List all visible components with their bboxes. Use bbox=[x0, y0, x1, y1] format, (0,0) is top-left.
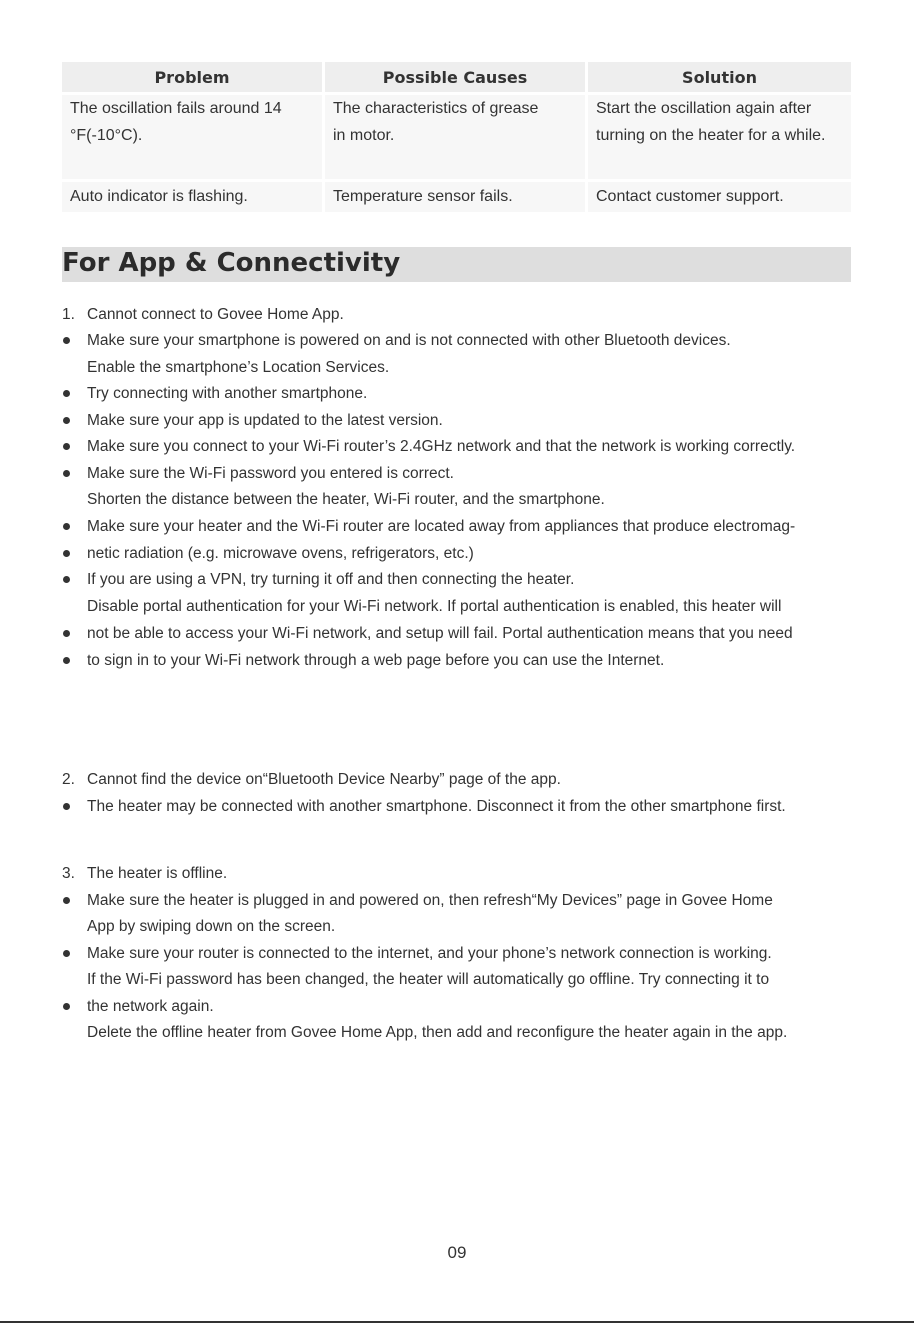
table-row bbox=[62, 92, 851, 179]
list-item: netic radiation (e.g. microwave ovens, refrigerators, etc.) bbox=[87, 545, 474, 562]
section-title: For App & Connectivity bbox=[62, 248, 401, 278]
bullet-icon bbox=[63, 576, 70, 583]
list-item: App by swiping down on the screen. bbox=[87, 918, 336, 935]
list-item: not be able to access your Wi-Fi network, and setup will fail. Portal authentication means that you need bbox=[87, 625, 793, 642]
bullet-icon bbox=[63, 417, 70, 424]
bullet-icon bbox=[63, 630, 70, 637]
cell-line: in motor. bbox=[333, 127, 395, 144]
table-row bbox=[62, 179, 851, 212]
solution-cell bbox=[588, 179, 851, 212]
bullet-icon bbox=[63, 803, 70, 810]
list-item: Disable portal authentication for your Wi-Fi network. If portal authentication is enabled, this heater will bbox=[87, 598, 782, 615]
bullet-icon bbox=[63, 1003, 70, 1010]
list-item: If the Wi-Fi password has been changed, the heater will automatically go offline. Try connecting it to bbox=[87, 971, 770, 988]
solution-cell bbox=[588, 92, 851, 179]
item-number: 2. bbox=[62, 771, 75, 788]
cell-line: Auto indicator is flashing. bbox=[70, 188, 248, 205]
bullet-icon bbox=[63, 470, 70, 477]
problem-cell bbox=[62, 179, 325, 212]
cell-line: turning on the heater for a while. bbox=[596, 127, 826, 144]
cell-line: °F(-10°C). bbox=[70, 127, 143, 144]
item-heading: Cannot connect to Govee Home App. bbox=[87, 306, 344, 323]
bullet-icon bbox=[63, 550, 70, 557]
header-possible-causes: Possible Causes bbox=[325, 62, 588, 92]
list-item: Make sure your router is connected to the internet, and your phone’s network connection is working. bbox=[87, 945, 772, 962]
list-item: Make sure the heater is plugged in and powered on, then refresh“My Devices” page in Govee Home bbox=[87, 892, 773, 909]
list-item: Try connecting with another smartphone. bbox=[87, 385, 368, 402]
list-item: Make sure your app is updated to the latest version. bbox=[87, 412, 443, 429]
list-item: the network again. bbox=[87, 998, 214, 1015]
item-number: 3. bbox=[62, 865, 75, 882]
cell-line: Contact customer support. bbox=[596, 188, 784, 205]
list-item: Make sure your heater and the Wi-Fi router are located away from appliances that produce electromag- bbox=[87, 518, 796, 535]
bullet-icon bbox=[63, 657, 70, 664]
item-heading: The heater is offline. bbox=[87, 865, 228, 882]
list-item: Make sure you connect to your Wi-Fi router’s 2.4GHz network and that the network is working correctly. bbox=[87, 438, 796, 455]
cause-cell bbox=[325, 179, 588, 212]
item-number: 1. bbox=[62, 306, 75, 323]
cell-line: The oscillation fails around 14 bbox=[70, 100, 282, 117]
list-item: to sign in to your Wi-Fi network through a web page before you can use the Internet. bbox=[87, 652, 665, 669]
bullet-icon bbox=[63, 523, 70, 530]
list-item: If you are using a VPN, try turning it off and then connecting the heater. bbox=[87, 571, 575, 588]
list-item: The heater may be connected with another smartphone. Disconnect it from the other smartphone first. bbox=[87, 798, 786, 815]
header-problem: Problem bbox=[62, 62, 325, 92]
cell-line: The characteristics of grease bbox=[333, 100, 539, 117]
bullet-icon bbox=[63, 443, 70, 450]
list-item: Shorten the distance between the heater, Wi-Fi router, and the smartphone. bbox=[87, 491, 605, 508]
item-heading: Cannot find the device on“Bluetooth Device Nearby” page of the app. bbox=[87, 771, 561, 788]
problem-cell bbox=[62, 92, 325, 179]
section-banner bbox=[62, 247, 851, 282]
cause-cell bbox=[325, 92, 588, 179]
list-item: Enable the smartphone’s Location Services. bbox=[87, 359, 390, 376]
table-header-row bbox=[62, 62, 851, 92]
troubleshooting-table bbox=[62, 62, 851, 212]
bullet-icon bbox=[63, 950, 70, 957]
list-item: Delete the offline heater from Govee Home App, then add and reconfigure the heater again in the app. bbox=[87, 1024, 788, 1041]
header-solution: Solution bbox=[588, 62, 851, 92]
cell-line: Start the oscillation again after bbox=[596, 100, 812, 117]
bullet-icon bbox=[63, 897, 70, 904]
list-item: Make sure the Wi-Fi password you entered is correct. bbox=[87, 465, 454, 482]
page-number: 09 bbox=[447, 1243, 467, 1262]
bullet-icon bbox=[63, 390, 70, 397]
bullet-icon bbox=[63, 337, 70, 344]
cell-line: Temperature sensor fails. bbox=[333, 188, 513, 205]
list-item: Make sure your smartphone is powered on and is not connected with other Bluetooth devices. bbox=[87, 332, 731, 349]
bottom-rule bbox=[0, 1321, 914, 1323]
